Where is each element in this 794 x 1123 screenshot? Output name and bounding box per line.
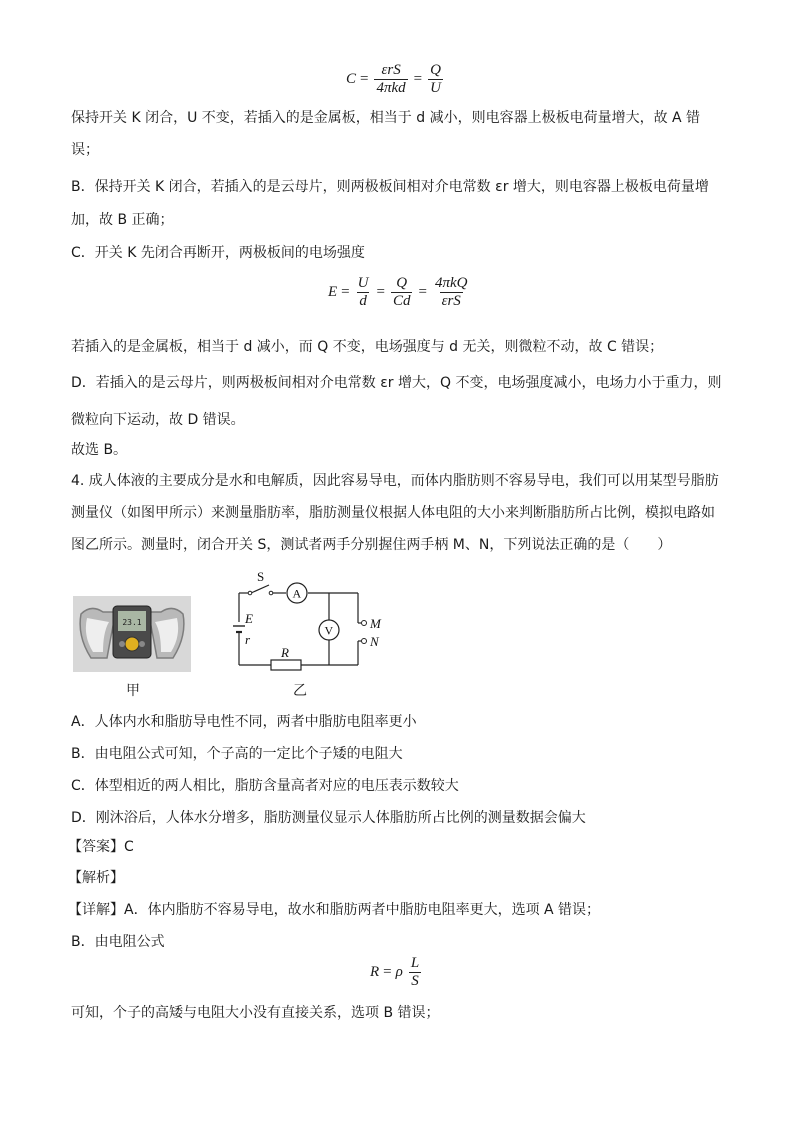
detail-b-conclusion: 可知，个子的高矮与电阻大小没有直接关系，选项 B 错误；: [71, 1005, 440, 1021]
device-display-text: 23.1: [122, 618, 142, 627]
terminal-n-label: N: [370, 634, 379, 649]
switch-label: S: [257, 569, 265, 584]
formula-capacitance: C = $\frac{\text{εrS}}{\text{4πkd}}$ = $\frac{Q}{U}$: [346, 62, 441, 96]
answer-tag: 【答案】: [68, 839, 124, 855]
option-b: B．由电阻公式可知，个子高的一定比个子矮的电阻大: [71, 746, 403, 762]
fraction: $\frac{\text{εrS}}{\text{4πkd}}$: [376, 62, 406, 96]
terminal-m-label: M: [370, 616, 381, 631]
answer-line: [68, 837, 134, 857]
figure-caption-yi: 乙: [293, 683, 307, 699]
internal-resistance-label: r: [245, 632, 251, 647]
option-d: D．刚沐浴后，人体水分增多，脂肪测量仪显示人体脂肪所占比例的测量数据会偏大: [71, 810, 586, 826]
paragraph-line: 若插入的是金属板，相当于 d 减小，而 Q 不变，电场强度与 d 无关，则微粒不动，故 C 错误；: [71, 339, 664, 355]
option-a: A．人体内水和脂肪导电性不同，两者中脂肪电阻率更小: [71, 714, 417, 730]
fraction: $\frac{U}{d}$: [357, 275, 369, 309]
paragraph-line: C．开关 K 先闭合再断开，两极板间的电场强度: [71, 245, 365, 261]
voltmeter-label: V: [324, 623, 334, 638]
emf-label: E: [245, 611, 253, 626]
paragraph-line: 微粒向下运动，故 D 错误。: [71, 412, 245, 428]
paragraph-line: B．保持开关 K 闭合，若插入的是云母片，则两极板间相对介电常数 εr 增大，则电容器上极板电荷量增: [71, 179, 709, 195]
fraction: $\frac{L}{S}$: [410, 955, 420, 989]
body-fat-meter-image: [73, 596, 191, 672]
formula-field-strength: E = $\frac{U}{d}$ = $\frac{Q}{Cd}$ = $\frac{\text{4πkQ}}{\text{εrS}}$: [328, 275, 468, 309]
question-4-line: 图乙所示。测量时，闭合开关 S，测试者两手分别握住两手柄 M、N，下列说法正确的是（ ）: [71, 537, 672, 553]
answer-value: C: [124, 839, 134, 855]
paragraph-line: 加，故 B 正确；: [71, 212, 174, 228]
fraction: $\frac{Q}{Cd}$: [392, 275, 411, 309]
question-4-line: 测量仪（如图甲所示）来测量脂肪率，脂肪测量仪根据人体电阻的大小来判断脂肪所占比例，模拟电路如: [71, 505, 715, 521]
option-c: C．体型相近的两人相比，脂肪含量高者对应的电压表示数较大: [71, 778, 459, 794]
fraction: $\frac{Q}{U}$: [430, 62, 441, 96]
detail-tag: 【详解】: [68, 902, 124, 918]
figure-caption-jia: 甲: [126, 683, 140, 699]
ammeter-label: A: [292, 586, 302, 601]
formula-resistance: R = ρ $\frac{L}{S}$: [370, 955, 420, 989]
formula-lhs: C: [346, 71, 357, 87]
fraction: $\frac{\text{4πkQ}}{\text{εrS}}$: [434, 275, 468, 309]
paragraph-line: 保持开关 K 闭合，U 不变，若插入的是金属板，相当于 d 减小，则电容器上极板电荷量增大，故 A 错: [71, 110, 701, 126]
detail-line: [68, 900, 600, 920]
detail-a-text: A．体内脂肪不容易导电，故水和脂肪两者中脂肪电阻率更大，选项 A 错误；: [124, 902, 601, 918]
question-4-line: 4. 成人体液的主要成分是水和电解质，因此容易导电，而体内脂肪则不容易导电，我们可以用某型号脂肪: [71, 473, 719, 489]
paragraph-line: 故选 B。: [71, 442, 128, 458]
paragraph-line: D．若插入的是云母片，则两极板间相对介电常数 εr 增大，Q 不变，电场强度减小，电场力小于重力，则: [71, 375, 722, 391]
detail-b-line: B．由电阻公式: [71, 934, 165, 950]
resistor-label: R: [281, 645, 289, 660]
analysis-tag: 【解析】: [68, 870, 124, 886]
circuit-diagram: [225, 567, 395, 677]
paragraph-line: 误；: [71, 142, 99, 158]
